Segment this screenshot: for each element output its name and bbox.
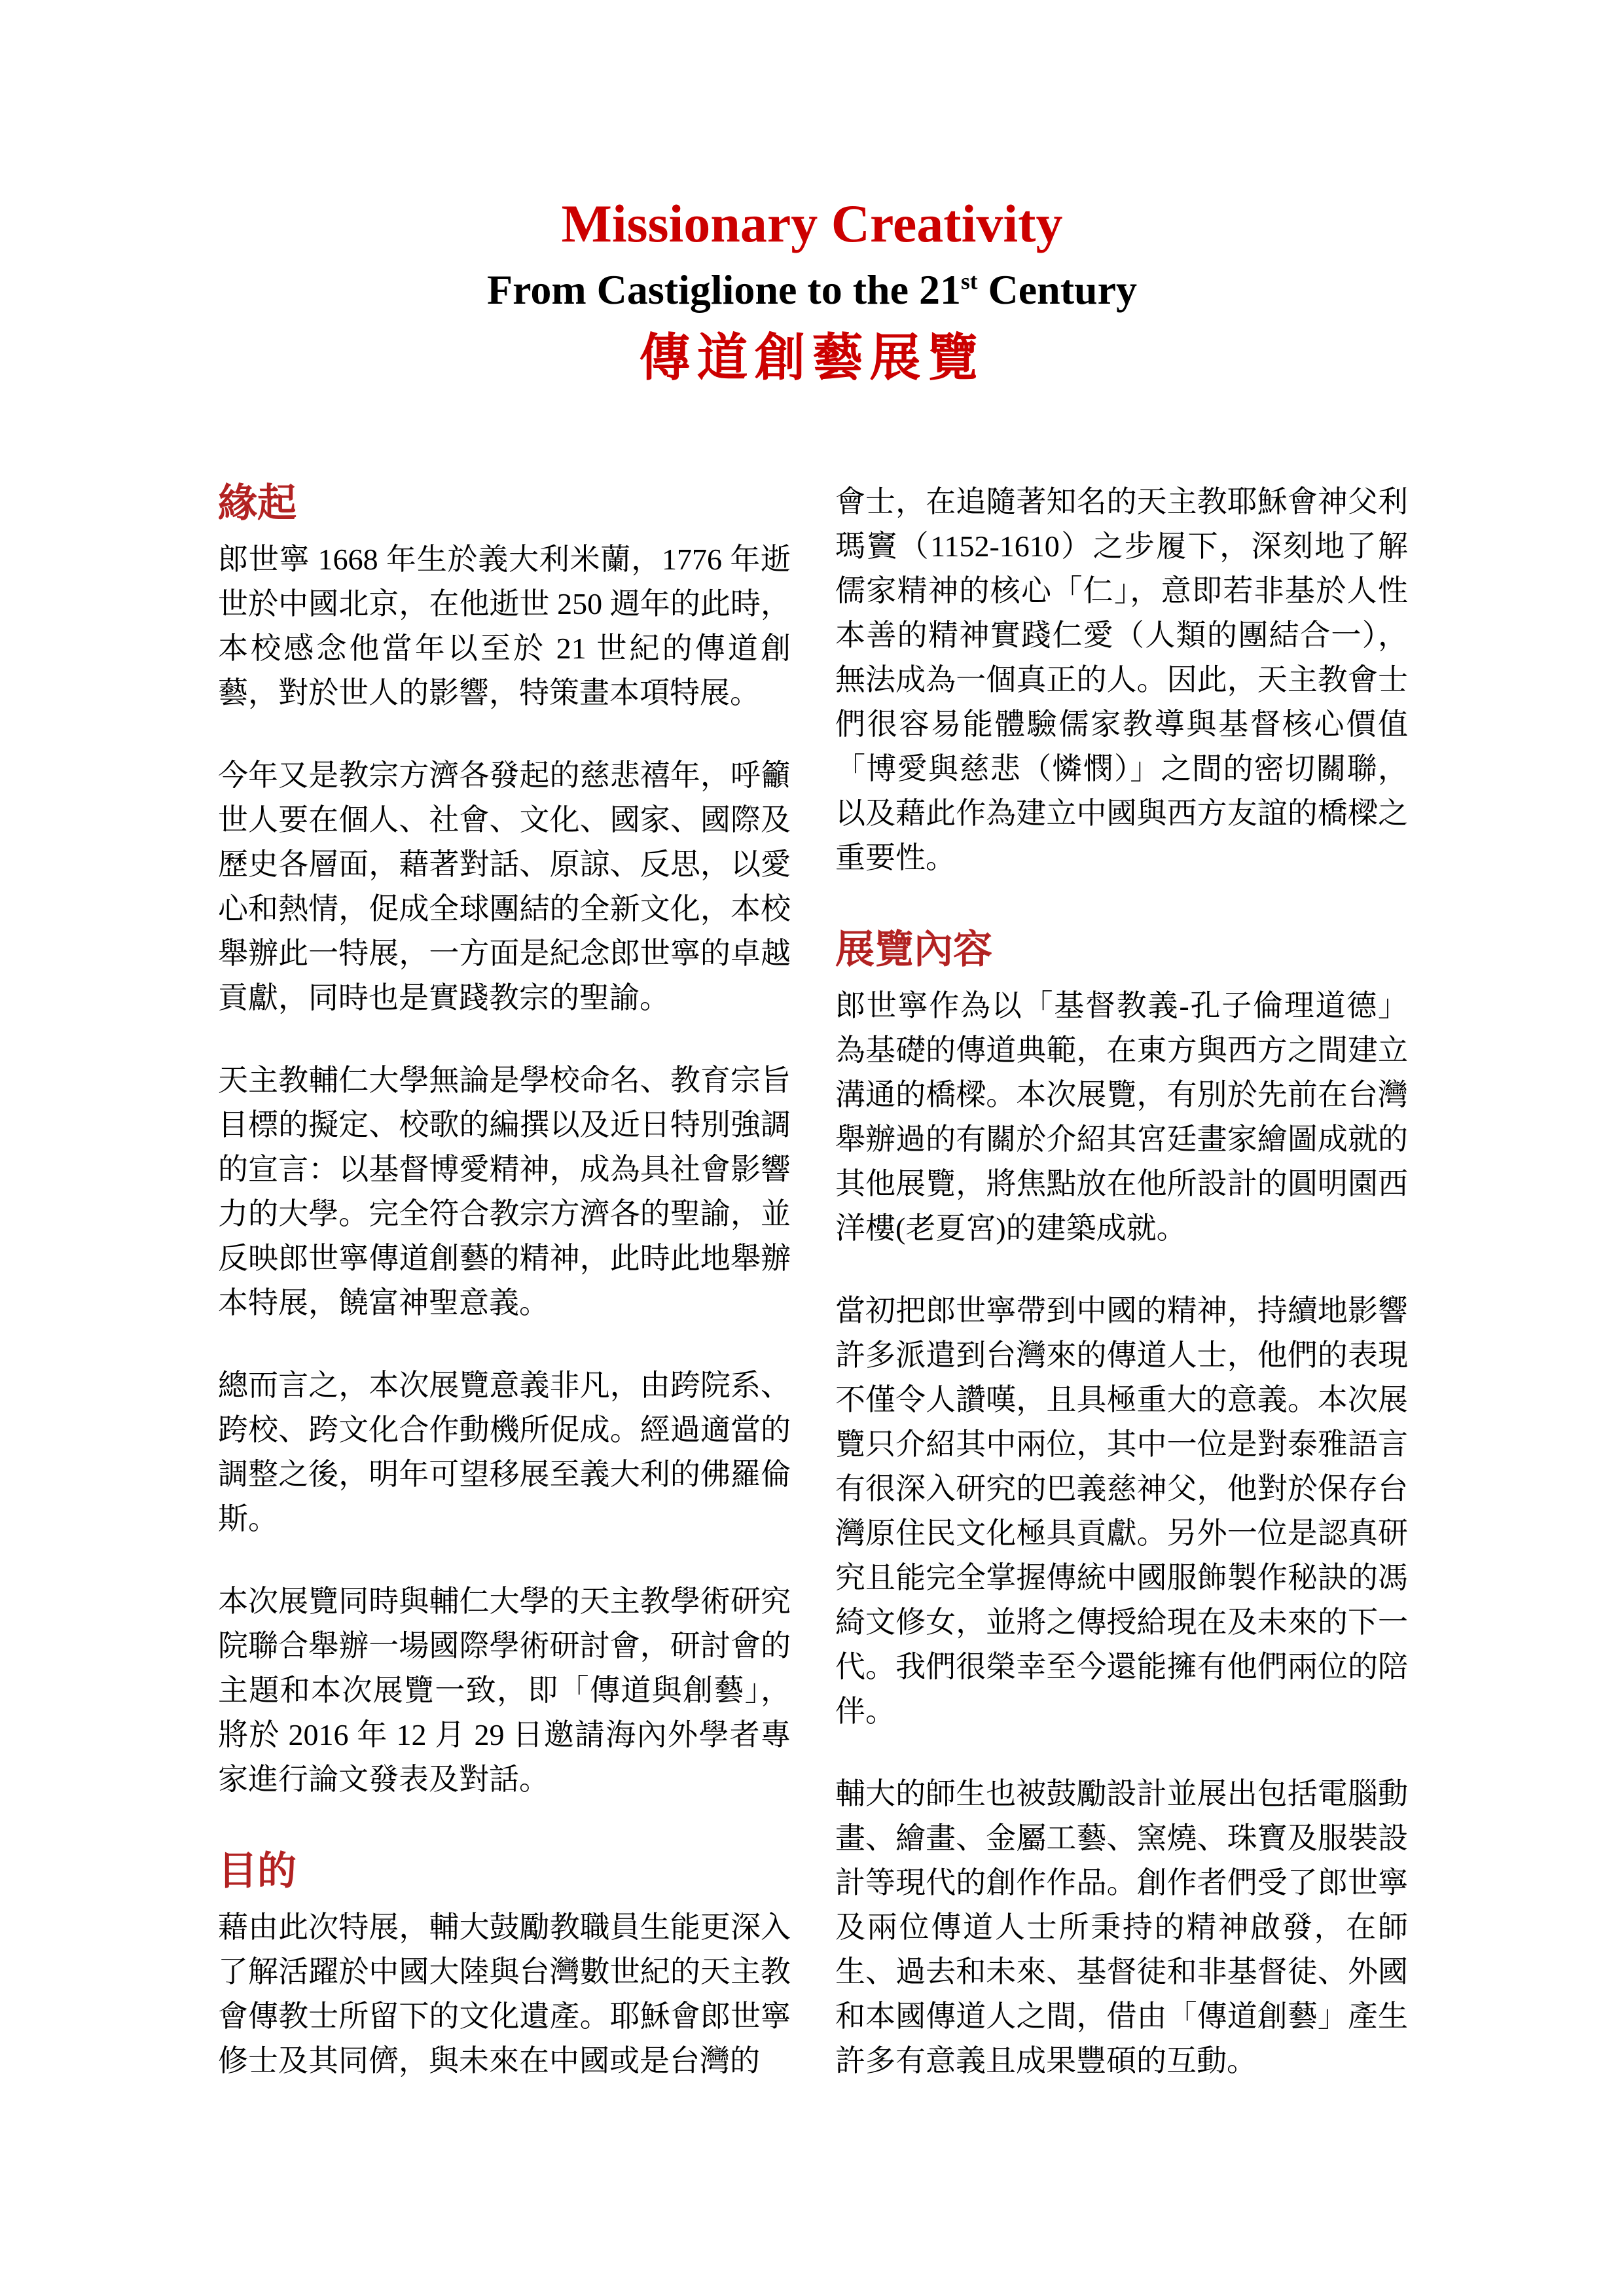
paragraph-exhibition-2: 當初把郎世寧帶到中國的精神，持續地影響許多派遣到台灣來的傳道人士，他們的表現不僅令人讚嘆，且具極重大的意義。本次展覽只介紹其中兩位，其中一位是對泰雅語言有很深入研究的巴義慈神父，他對於保存台灣原住民文化極具貢獻。另外一位是認真研究且能完全掌握傳統中國服飾製作秘訣的馮綺文修女，並將之傳授給現在及未來的下一代。我們很榮幸至今還能擁有他們兩位的陪伴。	[835, 1294, 1408, 1728]
title-block	[0, 194, 1624, 386]
paragraph-origin-2: 今年又是教宗方濟各發起的慈悲禧年，呼籲世人要在個人、社會、文化、國家、國際及歷史各層面，藉著對話、原諒、反思，以愛心和熱情，促成全球團結的全新文化，本校舉辦此一特展，一方面是紀念郎世寧的卓越貢獻，同時也是實踐教宗的聖諭。	[218, 759, 791, 1014]
title-english: Missionary Creativity	[561, 194, 1063, 253]
subtitle-text-suffix: Century	[977, 266, 1137, 313]
subtitle-text: From Castiglione to the 21	[486, 266, 962, 313]
left-column	[218, 480, 791, 2121]
title-chinese: 傳道創藝展覽	[639, 329, 985, 387]
paragraph-purpose-1: 藉由此次特展，輔大鼓勵教職員生能更深入了解活躍於中國大陸與台灣數世紀的天主教會傳教士所留下的文化遺產。耶穌會郎世寧修士及其同儕，與未來在中國或是台灣的	[218, 1910, 791, 2077]
subtitle-superscript: st	[961, 268, 978, 295]
paragraph-purpose-continued: 會士，在追隨著知名的天主教耶穌會神父利瑪竇（1152-1610）之步履下，深刻地了解儒家精神的核心「仁」，意即若非基於人性本善的精神實踐仁愛（人類的團結合一），無法成為一個真正的人。因此，天主教會士們很容易能體驗儒家教導與基督核心價值「博愛與慈悲（憐憫）」之間的密切關聯，以及藉此作為建立中國與西方友誼的橋樑之重要性。	[835, 485, 1408, 874]
paragraph-exhibition-1: 郎世寧作為以「基督教義-孔子倫理道德」為基礎的傳道典範，在東方與西方之間建立溝通的橋樑。本次展覽，有別於先前在台灣舉辦過的有關於介紹其宮廷畫家繪圖成就的其他展覽，將焦點放在他所設計的圓明園西洋樓(老夏宮)的建築成就。	[835, 989, 1408, 1245]
section-heading-purpose: 目的	[218, 1850, 297, 1893]
paragraph-origin-4: 總而言之，本次展覽意義非凡，由跨院系、跨校、跨文化合作動機所促成。經過適當的調整之後，明年可望移展至義大利的佛羅倫斯。	[218, 1369, 791, 1535]
title-subtitle	[0, 267, 1624, 313]
paragraph-origin-5: 本次展覽同時與輔仁大學的天主教學術研究院聯合舉辦一場國際學術研討會，研討會的主題和本次展覽一致，即「傳道與創藝」，將於 2016 年 12 月 29 日邀請海內外學者專家進行論文發表及對話。	[218, 1585, 791, 1796]
paragraph-origin-1: 郎世寧 1668 年生於義大利米蘭，1776 年逝世於中國北京，在他逝世 250 週年的此時，本校感念他當年以至於 21 世紀的傳道創藝，對於世人的影響，特策畫本項特展。	[218, 543, 791, 709]
section-heading-origin: 緣起	[218, 482, 297, 525]
paragraph-exhibition-3: 輔大的師生也被鼓勵設計並展出包括電腦動畫、繪畫、金屬工藝、窯燒、珠寶及服裝設計等現代的創作作品。創作者們受了郎世寧及兩位傳道人士所秉持的精神啟發，在師生、過去和未來、基督徒和非基督徒、外國和本國傳道人之間，借由「傳道創藝」產生許多有意義且成果豐碩的互動。	[835, 1777, 1408, 2077]
section-heading-exhibition-content: 展覽內容	[835, 928, 992, 971]
paragraph-origin-3: 天主教輔仁大學無論是學校命名、教育宗旨目標的擬定、校歌的編撰以及近日特別強調的宣言：以基督博愛精神，成為具社會影響力的大學。完全符合教宗方濟各的聖諭，並反映郎世寧傳道創藝的精神，此時此地舉辦本特展，饒富神聖意義。	[218, 1064, 791, 1319]
right-column	[835, 480, 1408, 2121]
